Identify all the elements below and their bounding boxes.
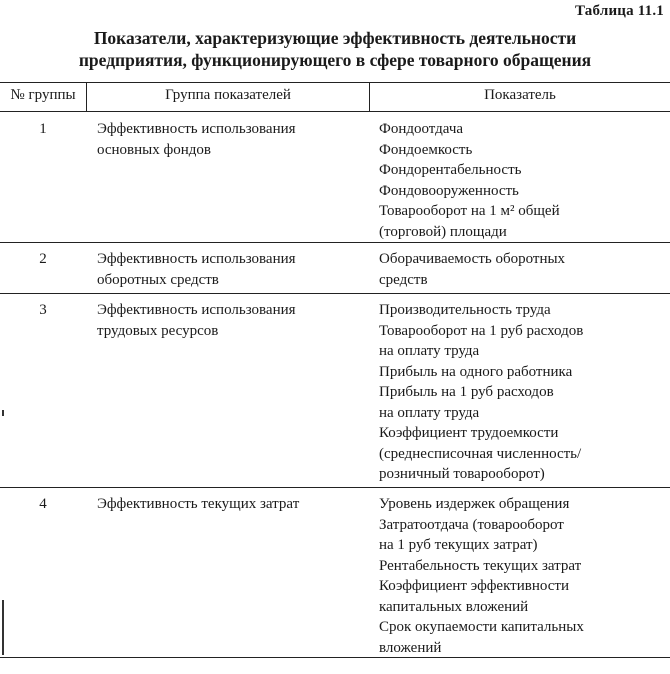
row-1-indicators: [379, 119, 669, 242]
row-3-indicators: [379, 300, 669, 485]
row-3-indicator: розничный товарооборот): [379, 466, 545, 482]
row-2-indicator: средств: [379, 271, 428, 288]
scan-edge-mark: [2, 600, 4, 655]
row-3-indicator: (среднесписочная численность/: [379, 445, 582, 462]
header-indicator-group: Группа показателей: [165, 87, 291, 103]
row-3-number: 3: [39, 302, 47, 318]
row-4-number: 4: [39, 496, 47, 512]
row-1-indicator: Фондовооруженность: [379, 182, 519, 199]
table-header-row: [0, 82, 670, 112]
row-4-indicator: Затратоотдача (товарооборот: [379, 516, 564, 533]
header-divider-1: [86, 83, 87, 111]
row-1-group-line: основных фондов: [97, 141, 211, 158]
header-group-number: № группы: [10, 87, 76, 103]
row-separator: [0, 293, 670, 294]
row-1-indicator: Фондоемкость: [379, 141, 473, 158]
row-3-group-line: трудовых ресурсов: [97, 322, 219, 339]
row-2-number: 2: [39, 251, 47, 267]
row-4-group-line: Эффективность текущих затрат: [97, 496, 300, 512]
row-3-indicator: Прибыль на одного работника: [379, 363, 573, 380]
row-2-indicator: Оборачиваемость оборотных: [379, 251, 566, 267]
row-3-indicator: Коэффициент трудоемкости: [379, 425, 559, 441]
row-1-group-line: Эффективность использования: [97, 121, 296, 137]
row-1-number: 1: [39, 121, 47, 137]
row-1-indicator: (торговой) площади: [379, 223, 507, 240]
scan-edge-mark: [2, 410, 4, 416]
row-3-indicator: на оплату труда: [379, 343, 480, 359]
table-bottom-border: [0, 657, 670, 658]
row-4-indicator: на 1 руб текущих затрат): [379, 537, 538, 553]
row-1-group: [97, 119, 367, 160]
row-4-group: [97, 494, 367, 515]
row-4-indicator: Коэффициент эффективности: [379, 578, 569, 594]
row-2-group-line: Эффективность использования: [97, 251, 296, 267]
row-4-indicator: Рентабельность текущих затрат: [379, 557, 582, 574]
table-number-label: Таблица 11.1: [574, 3, 664, 19]
row-2-indicators: [379, 249, 669, 290]
row-3-indicator: Прибыль на 1 руб расходов: [379, 384, 554, 400]
row-4-indicator: вложений: [379, 639, 442, 656]
row-3-indicator: Производительность труда: [379, 302, 551, 318]
row-4-indicator: капитальных вложений: [379, 598, 529, 615]
table-title-line-2: предприятия, функционирующего в сфере товарного обращения: [78, 50, 592, 70]
row-3-group: [97, 300, 367, 341]
table-title-line-1: Показатели, характеризующие эффективность деятельности: [93, 28, 577, 48]
row-1-indicator: Фондоотдача: [379, 121, 464, 137]
header-indicator: Показатель: [484, 87, 556, 103]
header-divider-2: [369, 83, 370, 111]
row-2-group-line: оборотных средств: [97, 271, 219, 288]
table-title: [0, 27, 670, 71]
row-separator: [0, 487, 670, 488]
row-1-indicator: Фондорентабельность: [379, 162, 522, 178]
row-4-indicators: [379, 494, 669, 658]
row-1-indicator: Товарооборот на 1 м² общей: [379, 203, 560, 219]
row-4-indicator: Уровень издержек обращения: [379, 496, 570, 512]
row-4-indicator: Срок окупаемости капитальных: [379, 619, 584, 635]
row-3-indicator: на оплату труда: [379, 404, 480, 421]
row-separator: [0, 242, 670, 243]
row-3-indicator: Товарооборот на 1 руб расходов: [379, 322, 584, 339]
row-3-group-line: Эффективность использования: [97, 302, 296, 318]
row-2-group: [97, 249, 367, 290]
